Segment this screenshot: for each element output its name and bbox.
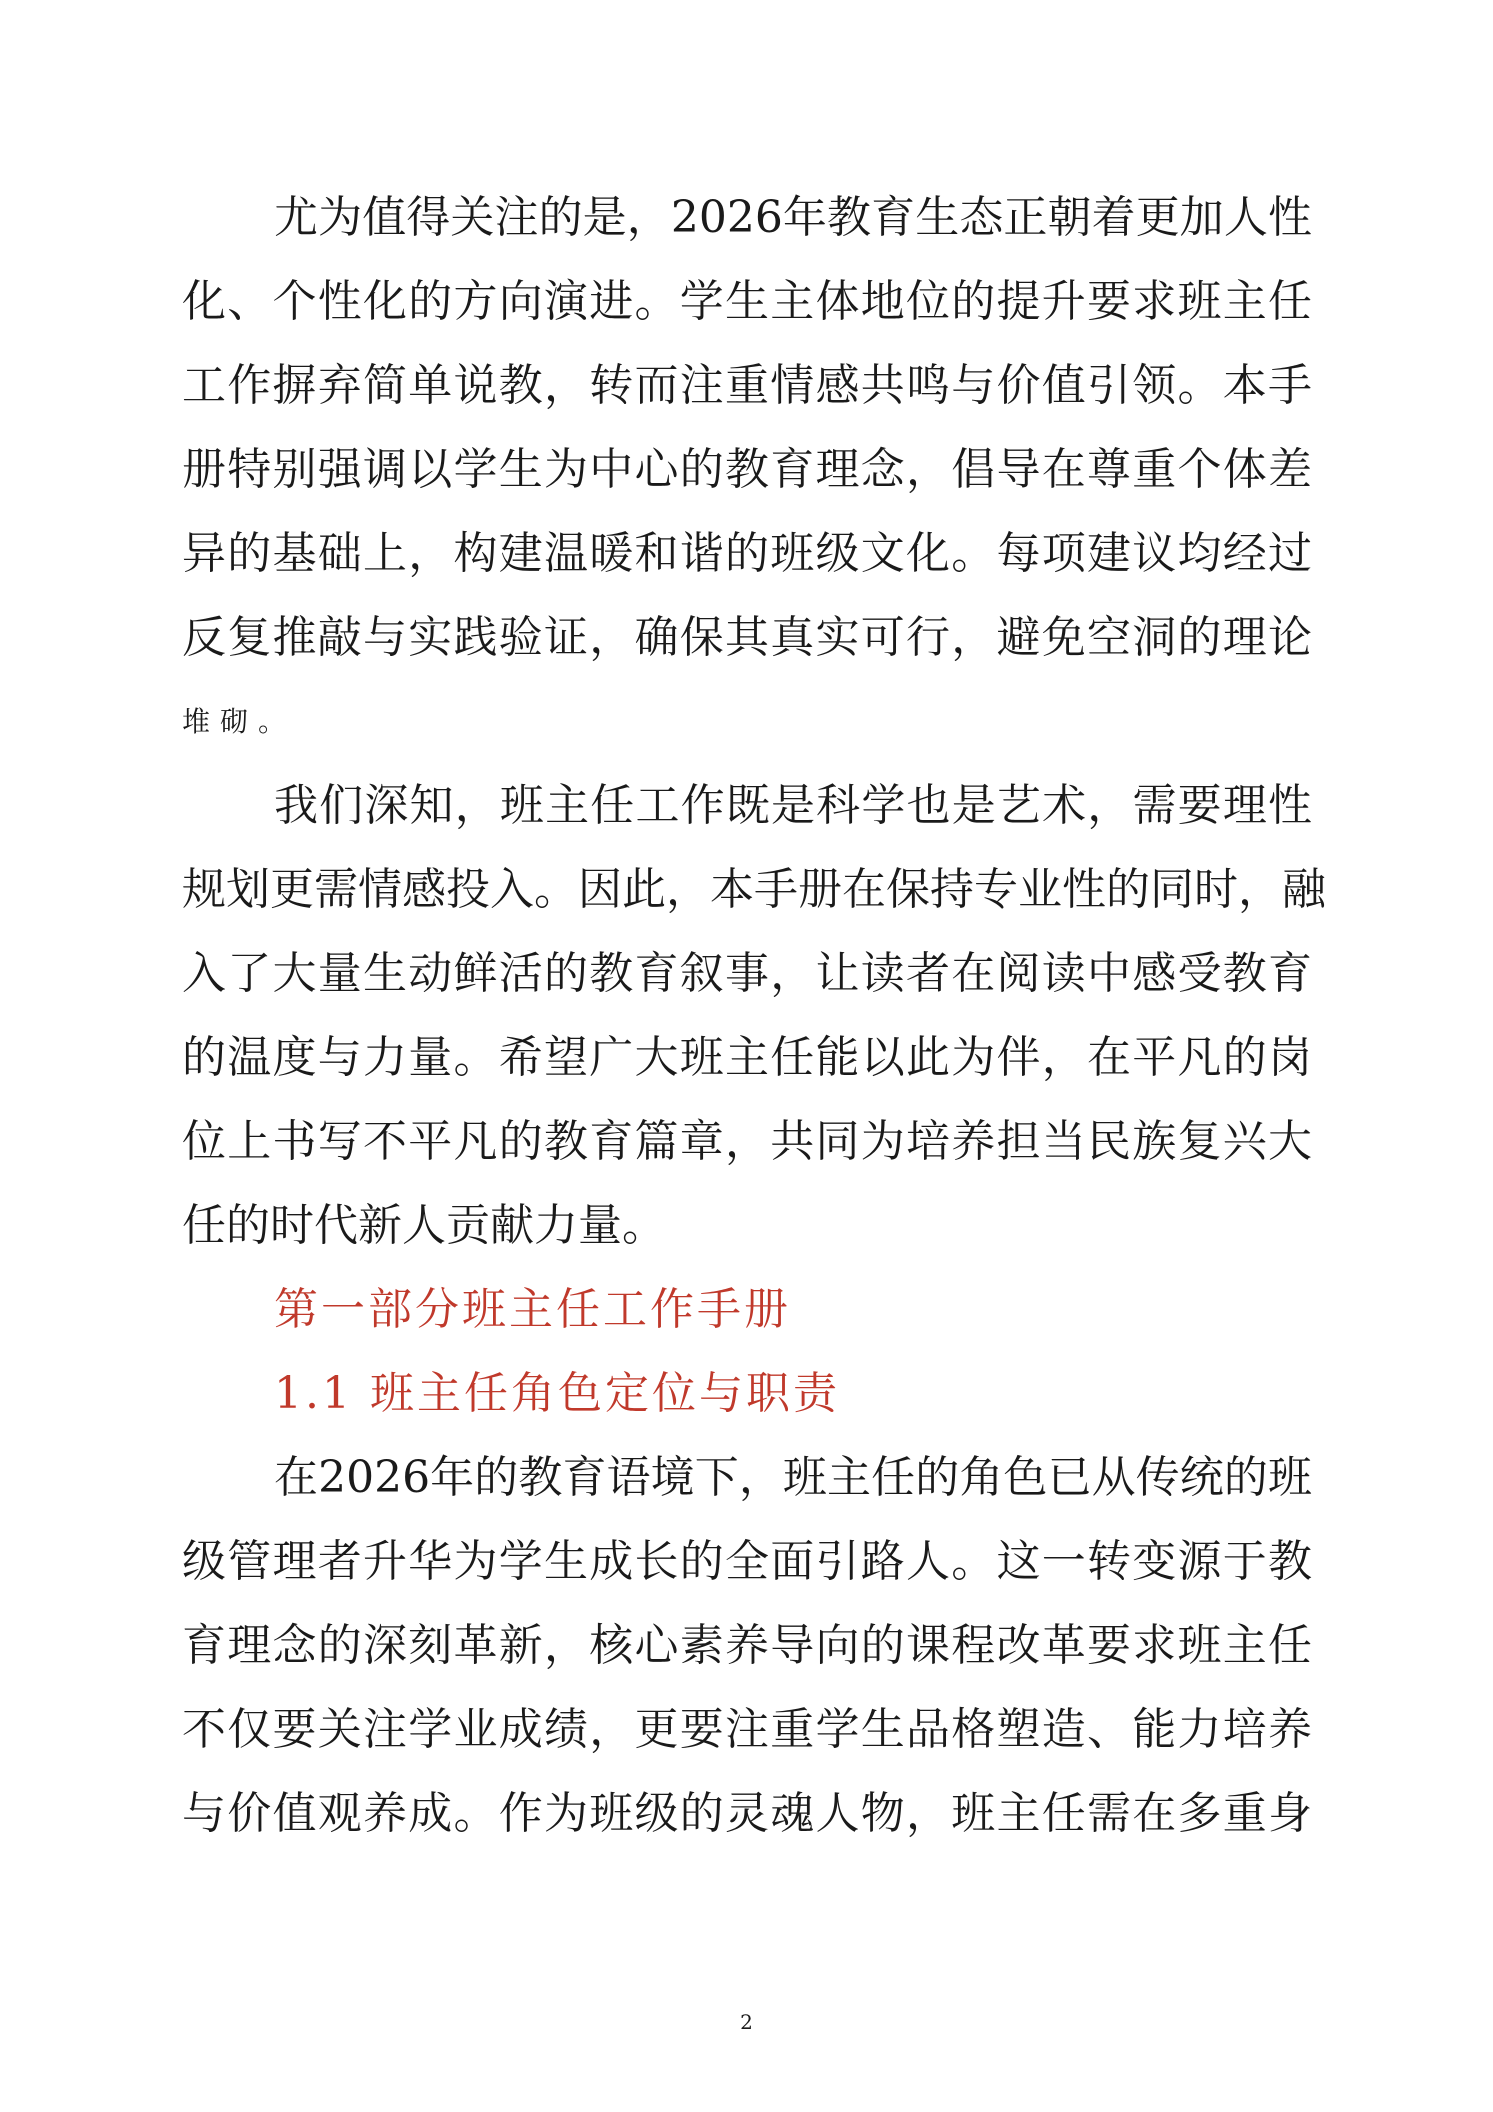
paragraph-1-line-7: 堆砌。 [182,705,297,738]
paragraph-2-line-2: 规划更需情感投入。因此，本手册在保持专业性的同时，融 [182,864,1326,915]
part-heading: 第一部分班主任工作手册 [274,1284,791,1335]
paragraph-3-line-4: 不仅要关注学业成绩，更要注重学生品格塑造、能力培养 [182,1704,1312,1755]
page-number: 2 [740,2010,753,2034]
paragraph-2-line-3: 入了大量生动鲜活的教育叙事，让读者在阅读中感受教育 [182,948,1312,999]
paragraph-2-line-4: 的温度与力量。希望广大班主任能以此为伴，在平凡的岗 [182,1032,1312,1083]
paragraph-1-line-2: 化、个性化的方向演进。学生主体地位的提升要求班主任 [182,276,1312,327]
paragraph-2-line-5: 位上书写不平凡的教育篇章，共同为培养担当民族复兴大 [182,1116,1312,1167]
paragraph-1-line-1: 尤为值得关注的是，2026年教育生态正朝着更加人性 [274,192,1312,243]
paragraph-2-line-1: 我们深知，班主任工作既是科学也是艺术，需要理性 [274,780,1312,831]
paragraph-1-line-6: 反复推敲与实践验证，确保其真实可行，避免空洞的理论 [182,612,1312,663]
paragraph-3-line-5: 与价值观养成。作为班级的灵魂人物，班主任需在多重身 [182,1788,1312,1839]
paragraph-3-line-2: 级管理者升华为学生成长的全面引路人。这一转变源于教 [182,1536,1312,1587]
section-heading: 1.1 班主任角色定位与职责 [274,1368,840,1419]
paragraph-1-line-5: 异的基础上，构建温暖和谐的班级文化。每项建议均经过 [182,528,1312,579]
paragraph-1-line-4: 册特别强调以学生为中心的教育理念，倡导在尊重个体差 [182,444,1312,495]
paragraph-2-line-6: 任的时代新人贡献力量。 [182,1200,666,1251]
paragraph-1-line-3: 工作摒弃简单说教，转而注重情感共鸣与价值引领。本手 [182,360,1312,411]
paragraph-3-line-1: 在2026年的教育语境下，班主任的角色已从传统的班 [274,1452,1312,1503]
paragraph-3-line-3: 育理念的深刻革新，核心素养导向的课程改革要求班主任 [182,1620,1312,1671]
